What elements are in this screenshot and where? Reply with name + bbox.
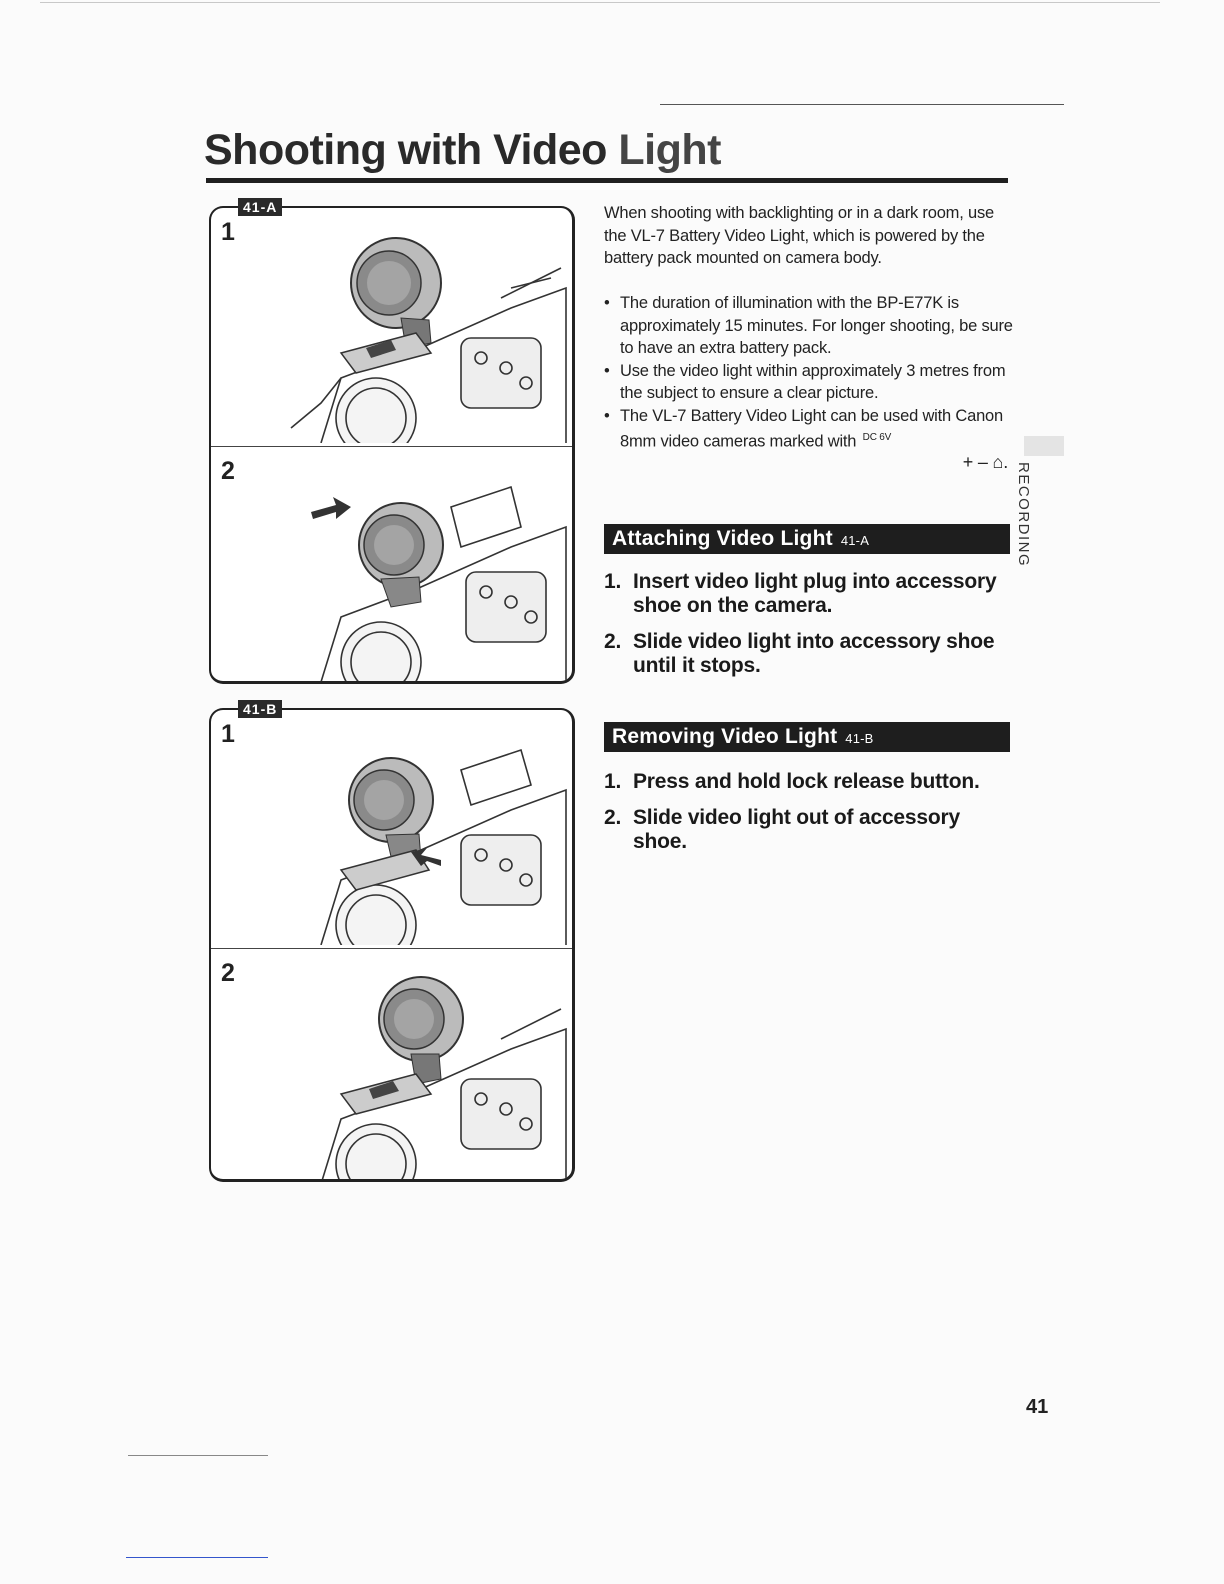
header-rule [660, 104, 1064, 105]
step-number: 1. [604, 770, 622, 793]
step-text: Slide video light into accessory shoe until it stops. [633, 630, 995, 677]
title-part-1: Shooting with Video [204, 126, 607, 174]
top-rule [40, 2, 1160, 3]
step-item [604, 770, 1004, 794]
step-number: 2. [604, 806, 622, 829]
notes-list [604, 292, 1014, 471]
figure-tag-41b: 41-B [238, 700, 282, 718]
step-text: Press and hold lock release button. [633, 770, 980, 793]
note-text: The VL-7 Battery Video Light can be used with Canon 8mm video cameras marked with [620, 406, 1003, 451]
bottom-rule [126, 1557, 268, 1558]
step-text: Insert video light plug into accessory shoe on the camera. [633, 570, 997, 617]
panel-number: 1 [221, 218, 235, 246]
camera-illustration [281, 969, 571, 1182]
section-heading-text: Removing Video Light [612, 725, 838, 748]
figure-41a [209, 206, 575, 684]
figure-41b-panel-1 [211, 710, 572, 949]
step-item [604, 630, 1004, 678]
figure-ref: 41-A [840, 533, 870, 548]
note-item: • The duration of illumination with the BP-E77K is approximately 15 minutes. For longer shooting, be sure to have an extra battery pack. [604, 292, 1014, 360]
step-item [604, 570, 1004, 618]
panel-number: 2 [221, 457, 235, 485]
figure-41b [209, 708, 575, 1182]
attaching-steps [604, 570, 1004, 690]
camera-illustration [281, 467, 571, 682]
page-number: 41 [1026, 1396, 1049, 1418]
figure-41a-panel-1 [211, 208, 572, 447]
note-item: • Use the video light within approximately 3 metres from the subject to ensure a clear picture. [604, 360, 1014, 405]
side-tab-marker [1024, 436, 1064, 456]
dc-mark-symbol: + – ⌂. [962, 452, 1008, 472]
side-tab-recording: RECORDING [1015, 462, 1032, 568]
step-item [604, 806, 1004, 854]
title-rule [206, 178, 1008, 183]
note-item [604, 405, 1014, 472]
page-title [204, 126, 721, 175]
panel-number: 1 [221, 720, 235, 748]
intro-paragraph: When shooting with backlighting or in a dark room, use the VL-7 Battery Video Light, which is powered by the battery pack mounted on camera body. [604, 204, 994, 267]
step-number: 2. [604, 630, 622, 653]
figure-41b-panel-2 [211, 949, 572, 1182]
removing-steps [604, 770, 1004, 866]
section-heading-attaching [604, 524, 1010, 554]
figure-tag-41a: 41-A [238, 198, 282, 216]
step-number: 1. [604, 570, 622, 593]
footer-rule [128, 1455, 268, 1456]
arrow-icon [311, 497, 351, 519]
figure-41a-panel-2 [211, 447, 572, 683]
title-part-2: Light [618, 126, 721, 174]
step-text: Slide video light out of accessory shoe. [633, 806, 960, 853]
dc-mark-polarity: + – [962, 452, 988, 472]
section-heading-removing [604, 722, 1010, 752]
camera-illustration [281, 730, 571, 945]
dc-mark-label: DC 6V [862, 432, 892, 443]
camera-illustration [281, 228, 571, 443]
figure-ref: 41-B [845, 731, 874, 746]
panel-number: 2 [221, 959, 235, 987]
section-heading-text: Attaching Video Light [612, 527, 833, 550]
